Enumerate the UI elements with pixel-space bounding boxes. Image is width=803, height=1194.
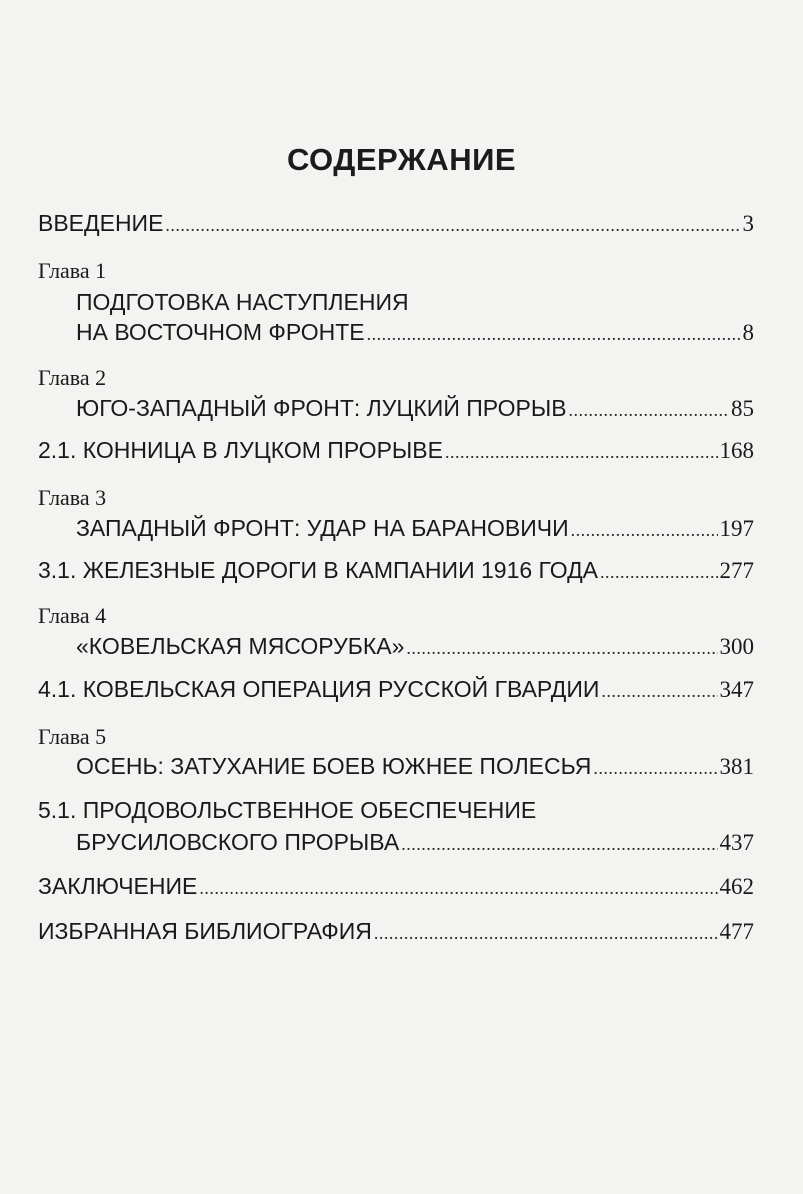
toc-entry-text: БРУСИЛОВСКОГО ПРОРЫВА [76, 829, 400, 855]
toc-page-number: 168 [719, 438, 754, 463]
toc-entry-text: «КОВЕЛЬСКАЯ МЯСОРУБКА» [76, 633, 405, 659]
toc-entry-text: ИЗБРАННАЯ БИБЛИОГРАФИЯ [38, 918, 372, 944]
dot-leader [406, 634, 717, 662]
toc-entry-bibliography [38, 917, 754, 947]
dot-leader [571, 516, 718, 544]
toc-page-number: 462 [719, 874, 754, 899]
toc-entry-text: ОСЕНЬ: ЗАТУХАНИЕ БОЕВ ЮЖНЕЕ ПОЛЕСЬЯ [76, 753, 592, 779]
dot-leader [367, 320, 741, 348]
dot-leader [445, 438, 718, 466]
toc-entry-ch2 [76, 394, 754, 424]
toc-page-number: 437 [719, 830, 754, 855]
toc-entry-s21 [38, 436, 754, 466]
page-title: СОДЕРЖАНИЕ [286, 142, 517, 177]
chapter-label: Глава 3 [38, 485, 107, 510]
dot-leader [401, 830, 717, 858]
toc-page-number: 477 [719, 919, 754, 944]
toc-entry-text: ЗАПАДНЫЙ ФРОНТ: УДАР НА БАРАНОВИЧИ [76, 515, 569, 541]
toc-entry-text: НА ВОСТОЧНОМ ФРОНТЕ [76, 319, 365, 345]
dot-leader [601, 677, 717, 705]
toc-page-number: 300 [719, 634, 754, 659]
toc-entry-ch3 [76, 514, 754, 544]
toc-entry-s31 [38, 556, 754, 586]
dot-leader [569, 396, 729, 424]
toc-page-number: 347 [719, 677, 754, 702]
toc-entry-text: ВВЕДЕНИЕ [38, 210, 164, 236]
toc-entry-conclusion [38, 872, 754, 902]
toc-entry-text: ПОДГОТОВКА НАСТУПЛЕНИЯ [76, 289, 409, 315]
toc-page-number: 85 [731, 396, 754, 421]
dot-leader [374, 919, 718, 947]
toc-page-number: 381 [719, 754, 754, 779]
toc-entry-ch5 [76, 752, 754, 782]
chapter-label: Глава 5 [38, 724, 107, 749]
toc-entry-text: 4.1. КОВЕЛЬСКАЯ ОПЕРАЦИЯ РУССКОЙ ГВАРДИИ [38, 676, 600, 702]
toc-entry-text: 5.1. ПРОДОВОЛЬСТВЕННОЕ ОБЕСПЕЧЕНИЕ [38, 797, 537, 823]
toc-entry-text: 3.1. ЖЕЛЕЗНЫЕ ДОРОГИ В КАМПАНИИ 1916 ГОДА [38, 557, 599, 583]
dot-leader [593, 754, 717, 782]
dot-leader [600, 558, 717, 586]
toc-page-number: 8 [742, 320, 754, 345]
chapter-label: Глава 2 [38, 365, 107, 390]
dot-leader [165, 211, 740, 239]
toc-entry-intro [38, 209, 754, 239]
toc-page-number: 277 [719, 558, 754, 583]
toc-entry-text: ЗАКЛЮЧЕНИЕ [38, 873, 198, 899]
toc-entry-ch4 [76, 632, 754, 662]
chapter-label: Глава 1 [38, 258, 107, 283]
chapter-label: Глава 4 [38, 603, 107, 628]
toc-page-number: 197 [719, 516, 754, 541]
toc-entry-text: ЮГО-ЗАПАДНЫЙ ФРОНТ: ЛУЦКИЙ ПРОРЫВ [76, 395, 567, 421]
toc-page-number: 3 [742, 211, 754, 236]
toc-entry-s41 [38, 675, 754, 705]
toc-entry-ch1 [76, 318, 754, 348]
dot-leader [199, 874, 717, 902]
toc-entry-text: 2.1. КОННИЦА В ЛУЦКОМ ПРОРЫВЕ [38, 437, 443, 463]
toc-entry-s51 [76, 828, 754, 858]
